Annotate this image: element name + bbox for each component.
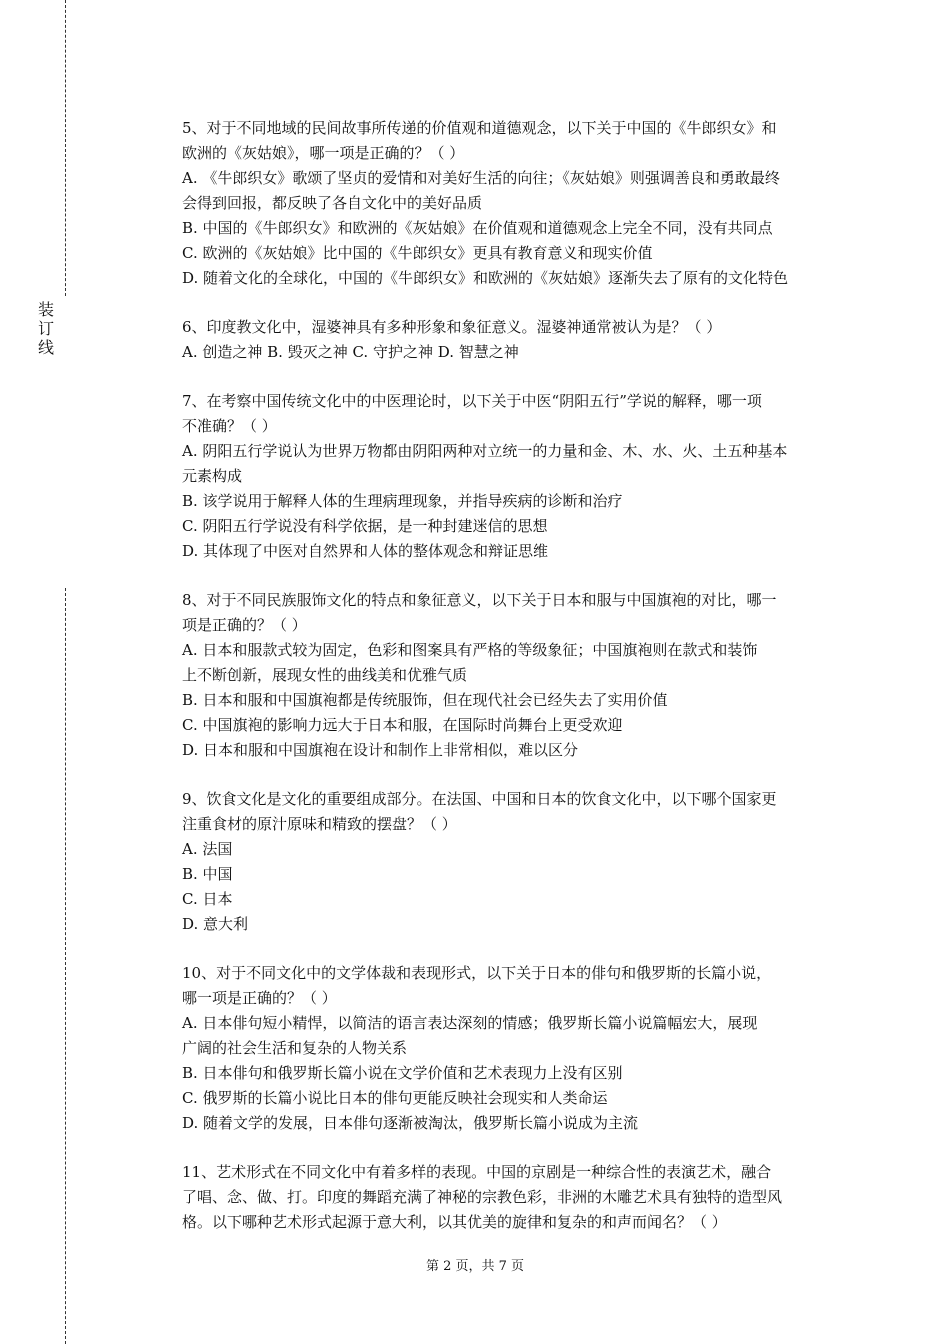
question-10	[182, 961, 842, 1136]
question-options	[182, 439, 842, 564]
question-options	[182, 638, 842, 763]
option-line: B. 中国	[182, 865, 233, 883]
option-line: C. 阴阳五行学说没有科学依据，是一种封建迷信的思想	[182, 517, 548, 535]
stem-line: 7、在考察中国传统文化中的中医理论时，以下关于中医“阴阳五行”学说的解释，哪一项	[182, 392, 762, 410]
option-line: B. 日本和服和中国旗袍都是传统服饰，但在现代社会已经失去了实用价值	[182, 691, 668, 709]
question-stem	[182, 588, 842, 638]
stem-line: 不准确？（ ）	[182, 417, 277, 435]
stem-line: 5、对于不同地域的民间故事所传递的价值观和道德观念，以下关于中国的《牛郎织女》和	[182, 119, 777, 137]
option-line: C. 日本	[182, 890, 233, 908]
stem-line: 10、对于不同文化中的文学体裁和表现形式，以下关于日本的俳句和俄罗斯的长篇小说，	[182, 964, 772, 982]
stem-line: 注重食材的原汁原味和精致的摆盘？（ ）	[182, 815, 457, 833]
question-8	[182, 588, 842, 763]
option-line: D. 日本和服和中国旗袍在设计和制作上非常相似，难以区分	[182, 741, 579, 759]
question-options	[182, 166, 842, 291]
option-line: D. 其体现了中医对自然界和人体的整体观念和辩证思维	[182, 542, 549, 560]
stem-line: 项是正确的？（ ）	[182, 616, 307, 634]
option-line: A. 法国	[182, 840, 233, 858]
stem-line: 哪一项是正确的？（ ）	[182, 989, 337, 1007]
question-stem	[182, 1160, 842, 1235]
option-line: A. 日本俳句短小精悍，以简洁的语言表达深刻的情感；俄罗斯长篇小说篇幅宏大，展现	[182, 1014, 758, 1032]
stem-line: 8、对于不同民族服饰文化的特点和象征意义，以下关于日本和服与中国旗袍的对比，哪一	[182, 591, 777, 609]
question-stem	[182, 961, 842, 1011]
option-line: 广阔的社会生活和复杂的人物关系	[182, 1039, 408, 1057]
stem-line: 11、艺术形式在不同文化中有着多样的表现。中国的京剧是一种综合性的表演艺术，融合	[182, 1163, 772, 1181]
question-11	[182, 1160, 842, 1235]
stem-line: 欧洲的《灰姑娘》，哪一项是正确的？（ ）	[182, 144, 465, 162]
binding-line-bottom	[65, 588, 66, 1344]
option-line: D. 意大利	[182, 915, 249, 933]
stem-line: 6、印度教文化中，湿婆神具有多种形象和象征意义。湿婆神通常被认为是？（ ）	[182, 318, 722, 336]
page-footer: 第 2 页，共 7 页	[425, 1259, 525, 1274]
option-line: A. 创造之神 B. 毁灭之神 C. 守护之神 D. 智慧之神	[182, 343, 519, 361]
question-stem	[182, 787, 842, 837]
question-7	[182, 389, 842, 564]
option-line: A. 阴阳五行学说认为世界万物都由阴阳两种对立统一的力量和金、木、水、火、土五种基本	[182, 442, 788, 460]
question-stem	[182, 116, 842, 166]
question-6	[182, 315, 842, 365]
binding-line-top	[65, 0, 66, 296]
option-line: C. 俄罗斯的长篇小说比日本的俳句更能反映社会现实和人类命运	[182, 1089, 608, 1107]
binding-char: 装	[37, 300, 54, 319]
question-options	[182, 340, 842, 365]
question-options	[182, 1011, 842, 1136]
binding-char: 线	[37, 338, 54, 357]
option-line: B. 该学说用于解释人体的生理病理现象，并指导疾病的诊断和治疗	[182, 492, 623, 510]
option-line: D. 随着文学的发展，日本俳句逐渐被淘汰，俄罗斯长篇小说成为主流	[182, 1114, 639, 1132]
stem-line: 格。以下哪种艺术形式起源于意大利，以其优美的旋律和复杂的和声而闻名？（ ）	[182, 1213, 727, 1231]
option-line: 元素构成	[182, 467, 243, 485]
option-line: B. 日本俳句和俄罗斯长篇小说在文学价值和艺术表现力上没有区别	[182, 1064, 623, 1082]
option-line: 上不断创新，展现女性的曲线美和优雅气质	[182, 666, 468, 684]
binding-label	[36, 300, 56, 357]
option-line: B. 中国的《牛郎织女》和欧洲的《灰姑娘》在价值观和道德观念上完全不同，没有共同点	[182, 219, 773, 237]
option-line: C. 中国旗袍的影响力远大于日本和服，在国际时尚舞台上更受欢迎	[182, 716, 623, 734]
option-line: A. 《牛郎织女》歌颂了坚贞的爱情和对美好生活的向往；《灰姑娘》则强调善良和勇敢最终	[182, 169, 780, 187]
question-options	[182, 837, 842, 937]
stem-line: 了唱、念、做、打。印度的舞蹈充满了神秘的宗教色彩，非洲的木雕艺术具有独特的造型风	[182, 1188, 783, 1206]
option-line: A. 日本和服款式较为固定，色彩和图案具有严格的等级象征；中国旗袍则在款式和装饰	[182, 641, 758, 659]
question-9	[182, 787, 842, 937]
option-line: C. 欧洲的《灰姑娘》比中国的《牛郎织女》更具有教育意义和现实价值	[182, 244, 653, 262]
question-5	[182, 116, 842, 291]
option-line: 会得到回报，都反映了各自文化中的美好品质	[182, 194, 483, 212]
binding-char: 订	[37, 319, 54, 338]
stem-line: 9、饮食文化是文化的重要组成部分。在法国、中国和日本的饮食文化中，以下哪个国家更	[182, 790, 777, 808]
option-line: D. 随着文化的全球化，中国的《牛郎织女》和欧洲的《灰姑娘》逐渐失去了原有的文化特色	[182, 269, 789, 287]
question-stem	[182, 389, 842, 439]
question-stem	[182, 315, 842, 340]
question-list	[182, 116, 842, 1259]
